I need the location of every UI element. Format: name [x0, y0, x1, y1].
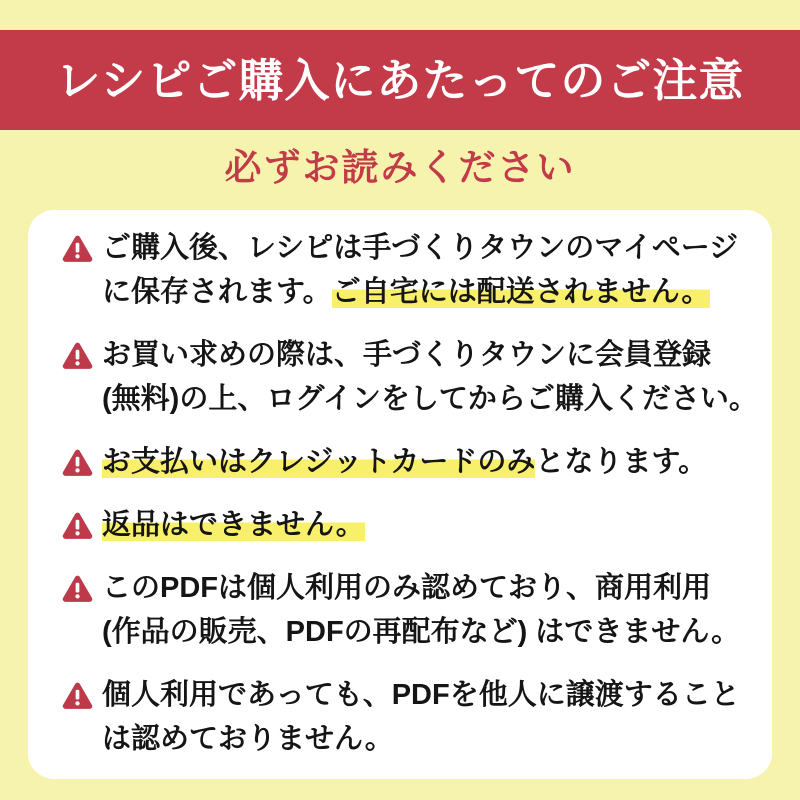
plain-text: このPDFは個人利用のみ認めており、商用利用 — [102, 572, 712, 604]
notice-card — [28, 210, 772, 779]
page-title: レシピご購入にあたってのご注意 — [55, 54, 745, 106]
notice-item-line — [102, 270, 738, 314]
highlighted-text: ご自宅には配送されません。 — [331, 276, 711, 308]
warning-triangle-icon — [62, 511, 93, 541]
list-item — [62, 333, 758, 421]
plain-text: (無料)の上、ログインをしてからご購入ください。 — [102, 383, 758, 415]
header-band — [0, 30, 800, 130]
list-item — [62, 440, 738, 484]
plain-text: お買い求めの際は、手づくりタウンに会員登録 — [102, 339, 712, 371]
list-item — [62, 566, 741, 654]
notice-item-line — [102, 717, 740, 761]
notice-item-text — [102, 566, 740, 654]
notice-item-line — [102, 226, 738, 270]
notice-item-line — [102, 503, 365, 547]
highlighted-text: 返品はできません。 — [102, 509, 365, 541]
notice-item-line — [102, 610, 740, 654]
list-item — [62, 673, 738, 761]
warning-triangle-icon — [62, 234, 93, 264]
highlighted-text: お支払いはクレジットカードのみ — [102, 446, 536, 478]
plain-text: となります。 — [535, 446, 708, 478]
notice-item-line — [102, 673, 740, 717]
warning-triangle-icon — [62, 574, 93, 604]
warning-triangle-icon — [62, 448, 93, 478]
notice-item-text — [102, 503, 365, 547]
notice-item-text — [102, 440, 707, 484]
notice-item-line — [102, 333, 758, 377]
plain-text: ご購入後、レシピは手づくりタウンのマイページ — [102, 232, 739, 264]
warning-triangle-icon — [62, 681, 93, 711]
subtitle: 必ずお読みください — [224, 146, 576, 188]
plain-text: は認めておりません。 — [102, 723, 394, 755]
plain-text: に保存されます。 — [102, 276, 332, 308]
list-item — [62, 226, 738, 314]
notice-item-text — [102, 673, 740, 761]
notice-item-line — [102, 377, 758, 421]
notice-list — [62, 226, 758, 761]
warning-triangle-icon — [62, 341, 93, 371]
list-item — [62, 503, 738, 547]
plain-text: 個人利用であっても、PDFを他人に譲渡すること — [102, 679, 740, 711]
notice-item-text — [102, 226, 738, 314]
notice-item-line — [102, 566, 740, 610]
notice-item-line — [102, 440, 707, 484]
notice-item-text — [102, 333, 758, 421]
plain-text: (作品の販売、PDFの再配布など) はできません。 — [102, 616, 741, 648]
